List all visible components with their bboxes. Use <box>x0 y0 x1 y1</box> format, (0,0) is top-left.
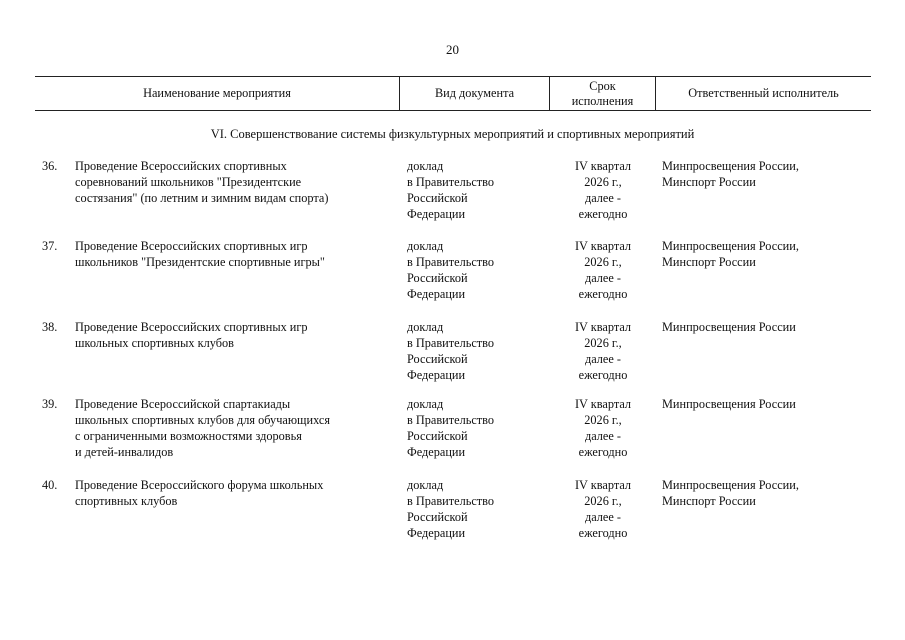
table-header <box>35 76 871 111</box>
text-line: в Правительство <box>407 336 495 350</box>
header-doc-cell <box>400 77 549 110</box>
text-line: Минпросвещения России, <box>662 239 799 253</box>
text-line: 2026 г., <box>584 494 622 508</box>
text-line: ежегодно <box>578 207 628 221</box>
text-line: Российской <box>407 510 468 524</box>
row-number: 37. <box>42 239 58 253</box>
header-name-cell <box>35 77 399 110</box>
row-document-type <box>407 158 537 222</box>
row-number: 38. <box>42 320 58 334</box>
text-line: далее - <box>584 191 622 205</box>
text-line: Проведение Всероссийской спартакиады <box>75 397 291 411</box>
text-line: Федерации <box>407 368 466 382</box>
row-event-name <box>75 396 395 460</box>
row-document-type <box>407 477 537 541</box>
text-line: Российской <box>407 191 468 205</box>
text-line: 2026 г., <box>584 175 622 189</box>
text-line: IV квартал <box>574 320 632 334</box>
text-line: Проведение Всероссийского форума школьных <box>75 478 324 492</box>
text-line: соревнований школьников "Президентские <box>75 175 302 189</box>
text-line: далее - <box>584 271 622 285</box>
row-responsible <box>662 238 882 270</box>
row-term <box>558 396 648 460</box>
text-line: школьных спортивных клубов для обучающихся <box>75 413 330 427</box>
text-line: Минпросвещения России <box>662 320 796 334</box>
row-document-type <box>407 238 537 302</box>
text-line: школьных спортивных клубов <box>75 336 234 350</box>
text-line: IV квартал <box>574 397 632 411</box>
text-line: в Правительство <box>407 255 495 269</box>
text-line: Проведение Всероссийских спортивных игр <box>75 320 308 334</box>
text-line: доклад <box>407 239 444 253</box>
text-line: ежегодно <box>578 368 628 382</box>
text-line: ежегодно <box>578 287 628 301</box>
header-document-type: Вид документа <box>434 86 515 100</box>
text-line: Минспорт России <box>662 255 756 269</box>
text-line: Российской <box>407 271 468 285</box>
row-number: 39. <box>42 397 58 411</box>
text-line: ежегодно <box>578 445 628 459</box>
text-line: спортивных клубов <box>75 494 178 508</box>
text-line: доклад <box>407 320 444 334</box>
text-line: Российской <box>407 429 468 443</box>
text-line: 2026 г., <box>584 413 622 427</box>
section-title: VI. Совершенствование системы физкультурных мероприятий и спортивных мероприятий <box>210 127 695 141</box>
text-line: IV квартал <box>574 478 632 492</box>
text-line: 2026 г., <box>584 255 622 269</box>
row-term <box>558 158 648 222</box>
page-number: 20 <box>446 42 459 57</box>
text-line: ежегодно <box>578 526 628 540</box>
header-resp-cell <box>656 77 871 110</box>
text-line: Российской <box>407 352 468 366</box>
text-line: Минспорт России <box>662 175 756 189</box>
text-line: Федерации <box>407 526 466 540</box>
row-responsible <box>662 319 882 335</box>
text-line: Федерации <box>407 207 466 221</box>
text-line: с ограниченными возможностями здоровья <box>75 429 302 443</box>
header-term-cell <box>550 77 655 110</box>
text-line: состязания" (по летним и зимним видам спорта) <box>75 191 329 205</box>
text-line: Проведение Всероссийских спортивных <box>75 159 287 173</box>
text-line: доклад <box>407 397 444 411</box>
row-event-name <box>75 158 395 206</box>
text-line: Федерации <box>407 445 466 459</box>
text-line: 2026 г., <box>584 336 622 350</box>
text-line: в Правительство <box>407 175 495 189</box>
text-line: далее - <box>584 510 622 524</box>
row-term <box>558 319 648 383</box>
row-responsible <box>662 158 882 190</box>
row-number: 40. <box>42 478 58 492</box>
text-line: далее - <box>584 352 622 366</box>
row-document-type <box>407 396 537 460</box>
text-line: Минпросвещения России <box>662 397 796 411</box>
row-event-name <box>75 319 395 351</box>
row-responsible <box>662 477 882 509</box>
text-line: доклад <box>407 159 444 173</box>
header-event-name: Наименование мероприятия <box>143 86 291 100</box>
row-document-type <box>407 319 537 383</box>
text-line: Минпросвещения России, <box>662 478 799 492</box>
text-line: Федерации <box>407 287 466 301</box>
row-responsible <box>662 396 882 412</box>
text-line: школьников "Президентские спортивные игры" <box>75 255 325 269</box>
header-term-line: исполнения <box>571 93 634 108</box>
text-line: доклад <box>407 478 444 492</box>
text-line: Минспорт России <box>662 494 756 508</box>
text-line: в Правительство <box>407 413 495 427</box>
text-line: Проведение Всероссийских спортивных игр <box>75 239 308 253</box>
text-line: IV квартал <box>574 159 632 173</box>
header-term-line: Срок <box>589 78 616 93</box>
header-responsible: Ответственный исполнитель <box>688 86 839 100</box>
row-event-name <box>75 238 395 270</box>
row-term <box>558 477 648 541</box>
text-line: и детей-инвалидов <box>75 445 174 459</box>
text-line: IV квартал <box>574 239 632 253</box>
text-line: Минпросвещения России, <box>662 159 799 173</box>
row-term <box>558 238 648 302</box>
text-line: в Правительство <box>407 494 495 508</box>
text-line: далее - <box>584 429 622 443</box>
row-event-name <box>75 477 395 509</box>
row-number: 36. <box>42 159 58 173</box>
